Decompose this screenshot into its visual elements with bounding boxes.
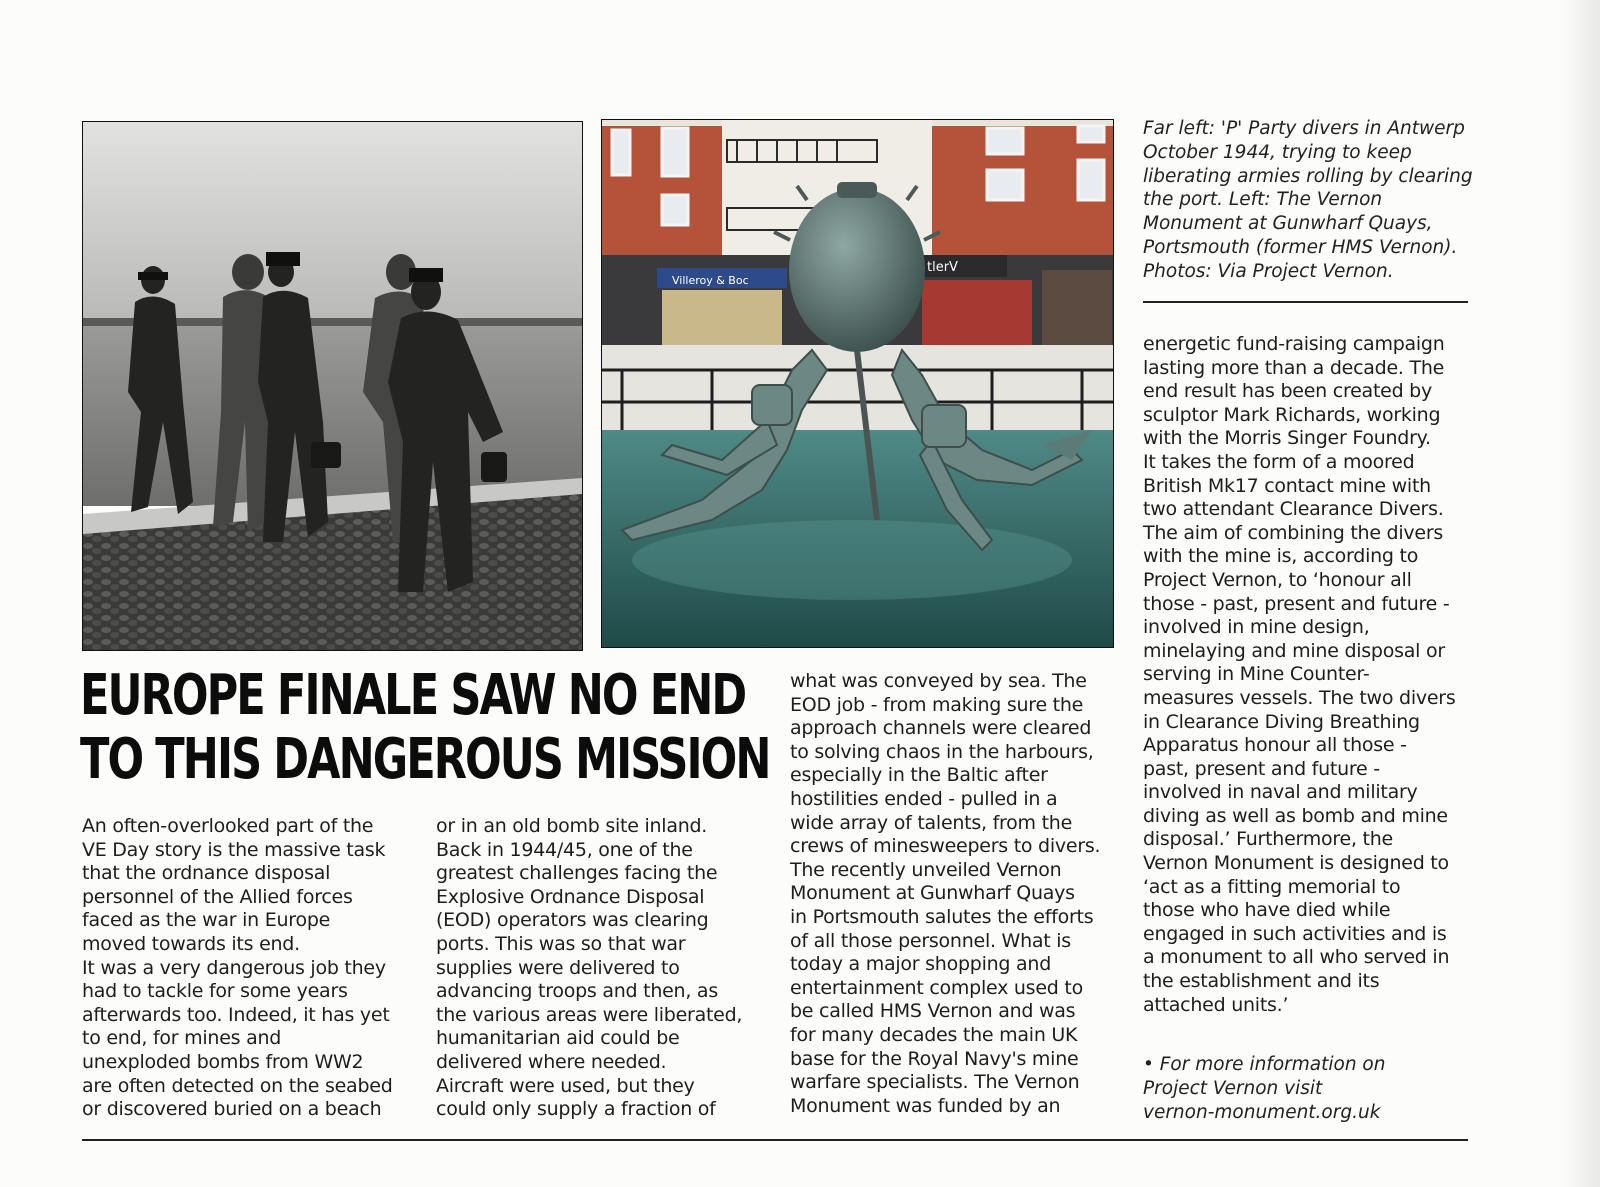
body-column-1 — [82, 815, 412, 1122]
text-line: entertainment complex used to — [790, 976, 1083, 999]
text-line: especially in the Baltic after — [790, 764, 1048, 787]
text-line: be called HMS Vernon and was — [790, 1000, 1076, 1023]
text-line: serving in Mine Counter- — [1143, 663, 1370, 686]
bottom-rule — [82, 1139, 1468, 1141]
text-line: afterwards too. Indeed, it has yet — [82, 1003, 390, 1026]
text-line: Back in 1944/45, one of the — [436, 838, 693, 861]
body-column-4 — [1143, 333, 1478, 1017]
headline-line-2: TO THIS DANGEROUS MISSION — [80, 727, 770, 792]
text-line: hostilities ended - pulled in a — [790, 787, 1058, 810]
text-line: those - past, present and future - — [1143, 592, 1450, 615]
text-line: wide array of talents, from the — [790, 811, 1073, 834]
headline-line-1: EUROPE FINALE SAW NO END — [80, 663, 746, 728]
text-line: base for the Royal Navy's mine — [790, 1047, 1079, 1070]
text-line: moved towards its end. — [82, 932, 300, 955]
text-line: supplies were delivered to — [436, 956, 680, 979]
text-line: The recently unveiled Vernon — [790, 858, 1062, 881]
photo-vernon-monument — [601, 119, 1114, 648]
text-line: end result has been created by — [1143, 380, 1432, 403]
text-line: in Portsmouth salutes the efforts — [790, 905, 1094, 928]
page-edge-shadow — [1562, 0, 1600, 1187]
text-line: attached units.’ — [1143, 993, 1289, 1016]
photo-divers-antwerp — [82, 121, 583, 651]
text-line: EOD job - from making sure the — [790, 693, 1084, 716]
text-line: past, present and future - — [1143, 757, 1380, 780]
text-line: with the mine is, according to — [1143, 545, 1419, 568]
text-line: energetic fund-raising campaign — [1143, 333, 1445, 355]
text-line: with the Morris Singer Foundry. — [1143, 427, 1431, 450]
text-line: humanitarian aid could be — [436, 1027, 680, 1050]
text-line: warfare specialists. The Vernon — [790, 1071, 1080, 1094]
text-line: lasting more than a decade. The — [1143, 356, 1445, 379]
text-line: advancing troops and then, as — [436, 980, 718, 1003]
text-line: today a major shopping and — [790, 953, 1052, 976]
text-line: It was a very dangerous job they — [82, 956, 386, 979]
text-line: Monument was funded by an — [790, 1094, 1061, 1117]
text-line: had to tackle for some years — [82, 980, 348, 1003]
text-line: disposal.’ Furthermore, the — [1143, 828, 1393, 851]
text-line: Aircraft were used, but they — [436, 1074, 695, 1097]
text-line: for many decades the main UK — [790, 1023, 1078, 1046]
text-line: It takes the form of a moored — [1143, 450, 1415, 473]
text-line: the establishment and its — [1143, 970, 1380, 993]
photo-caption: Far left: 'P' Party divers in Antwerp October 1944, trying to keep liberating armies rolling by clearing the port. Left: The Vernon Monument at Gunwharf Quays, Portsmouth (former HMS Vernon). Photos: Via Project Vernon. — [1143, 118, 1473, 282]
text-line: diving as well as bomb and mine — [1143, 804, 1448, 827]
text-line: are often detected on the seabed — [82, 1074, 393, 1097]
more-info-url[interactable]: vernon-monument.org.uk — [1143, 1101, 1381, 1123]
more-info-line: • For more information on — [1143, 1054, 1386, 1075]
text-line: involved in mine design, — [1143, 616, 1370, 639]
text-line: could only supply a fraction of — [436, 1098, 716, 1121]
text-line: crews of minesweepers to divers. — [790, 835, 1101, 858]
text-line: delivered where needed. — [436, 1050, 667, 1073]
text-line: to solving chaos in the harbours, — [790, 740, 1094, 763]
text-line: a monument to all who served in — [1143, 946, 1450, 969]
text-line: personnel of the Allied forces — [82, 885, 353, 908]
text-line: ports. This was so that war — [436, 932, 686, 955]
text-line: Explosive Ordnance Disposal — [436, 885, 705, 908]
text-line: VE Day story is the massive task — [82, 838, 386, 861]
article-headline — [80, 663, 770, 792]
text-line: (EOD) operators was clearing — [436, 909, 709, 932]
caption-rule — [1143, 301, 1468, 303]
text-line: those who have died while — [1143, 899, 1391, 922]
text-line: in Clearance Diving Breathing — [1143, 710, 1420, 733]
text-line: what was conveyed by sea. The — [790, 670, 1087, 692]
text-line: or discovered buried on a beach — [82, 1098, 382, 1121]
more-info-line: Project Vernon visit — [1143, 1077, 1323, 1099]
text-line: approach channels were cleared — [790, 717, 1092, 740]
text-line: minelaying and mine disposal or — [1143, 639, 1445, 662]
text-line: the various areas were liberated, — [436, 1003, 743, 1026]
text-line: Apparatus honour all those - — [1143, 734, 1407, 757]
shop-sign-villeroy: Villeroy & Boc — [672, 274, 749, 287]
body-column-2 — [436, 815, 766, 1122]
shop-sign-partial: tlerV — [927, 260, 958, 275]
text-line: of all those personnel. What is — [790, 929, 1071, 952]
more-info-note — [1143, 1053, 1473, 1124]
text-line: involved in naval and military — [1143, 781, 1418, 804]
text-line: to end, for mines and — [82, 1027, 282, 1050]
text-line: sculptor Mark Richards, working — [1143, 403, 1441, 426]
text-line: An often-overlooked part of the — [82, 815, 374, 837]
text-line: ‘act as a fitting memorial to — [1143, 875, 1401, 898]
text-line: two attendant Clearance Divers. — [1143, 498, 1444, 521]
body-column-3 — [790, 670, 1130, 1118]
text-line: unexploded bombs from WW2 — [82, 1050, 364, 1073]
text-line: greatest challenges facing the — [436, 862, 718, 885]
text-line: or in an old bomb site inland. — [436, 815, 708, 837]
text-line: Monument at Gunwharf Quays — [790, 882, 1075, 905]
text-line: The aim of combining the divers — [1143, 521, 1444, 544]
text-line: measures vessels. The two divers — [1143, 686, 1456, 709]
text-line: engaged in such activities and is — [1143, 922, 1447, 945]
text-line: faced as the war in Europe — [82, 909, 331, 932]
text-line: Project Vernon, to ‘honour all — [1143, 568, 1412, 591]
text-line: that the ordnance disposal — [82, 862, 331, 885]
text-line: British Mk17 contact mine with — [1143, 474, 1431, 497]
text-line: Vernon Monument is designed to — [1143, 852, 1449, 875]
